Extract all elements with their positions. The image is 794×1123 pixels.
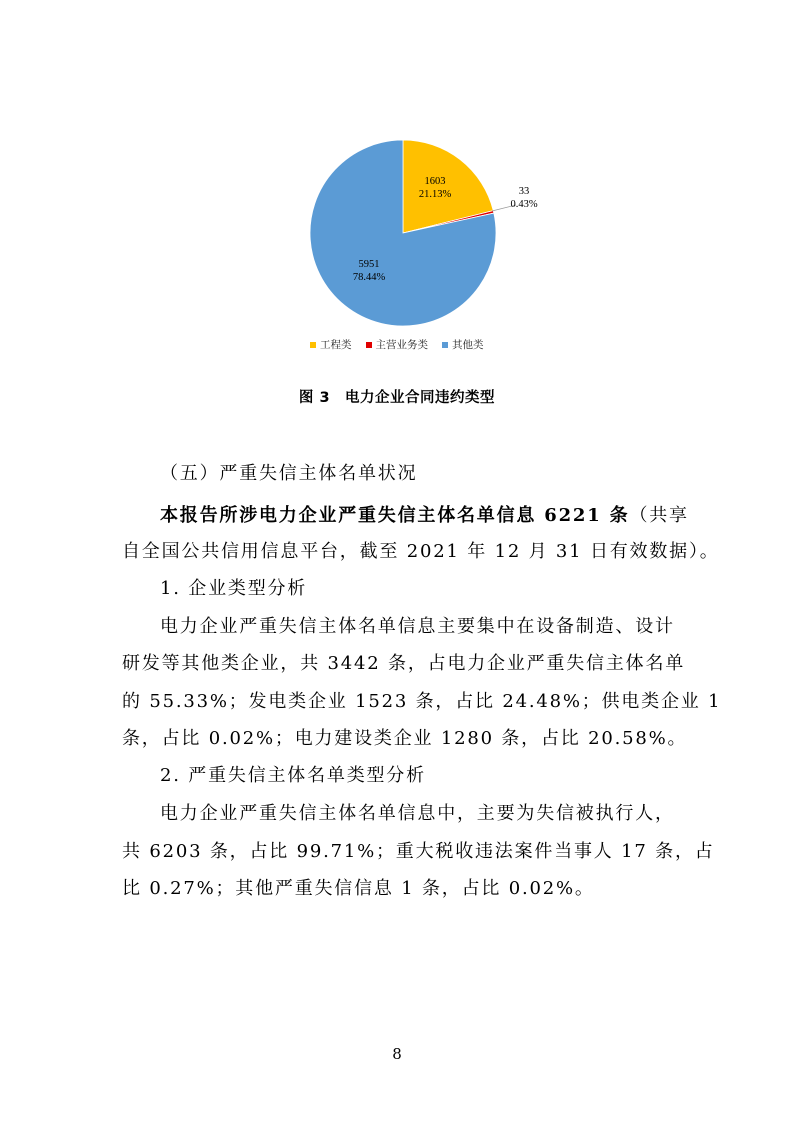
legend-label-main-business: 主营业务类 [375, 339, 428, 351]
paragraph2-line3: 的 55.33%；发电类企业 1523 条，占比 24.48%；供电类企业 1 [122, 691, 722, 712]
figure-caption: 图 3 电力企业合同违约类型 [298, 390, 496, 406]
slice-percent-other: 78.44% [352, 272, 386, 283]
slice-value-main-business: 33 [518, 186, 530, 197]
paragraph1-line1-rest: （共享 [629, 505, 689, 526]
slice-value-engineering: 1603 [424, 176, 446, 187]
legend-swatch-engineering [310, 342, 316, 348]
chart-legend [310, 337, 484, 352]
slice-percent-engineering: 21.13% [418, 189, 452, 200]
legend-item-other [442, 337, 484, 352]
subheading-list-type: 2. 严重失信主体名单类型分析 [160, 765, 426, 786]
legend-item-engineering [310, 337, 352, 352]
pie-chart-svg [230, 125, 570, 365]
paragraph1-line1 [160, 503, 689, 529]
slice-label-engineering [410, 175, 460, 201]
legend-label-engineering: 工程类 [320, 339, 352, 351]
pie-chart [230, 125, 570, 365]
paragraph1-line2: 自全国公共信用信息平台，截至 2021 年 12 月 31 日有效数据）。 [122, 541, 720, 562]
paragraph2-line4: 条，占比 0.02%；电力建设类企业 1280 条，占比 20.58%。 [122, 728, 688, 749]
section-heading: （五）严重失信主体名单状况 [160, 463, 418, 484]
page-number: 8 [392, 1045, 402, 1063]
paragraph3-line1: 电力企业严重失信主体名单信息中，主要为失信被执行人， [160, 803, 675, 824]
slice-percent-main-business: 0.43% [510, 199, 538, 210]
legend-swatch-other [442, 342, 448, 348]
paragraph3-line2: 共 6203 条，占比 99.71%；重大税收违法案件当事人 17 条，占 [122, 841, 715, 862]
slice-label-main-business [502, 185, 546, 211]
paragraph3-line3: 比 0.27%；其他严重失信信息 1 条，占比 0.02%。 [122, 878, 595, 899]
paragraph2-line2: 研发等其他类企业，共 3442 条，占电力企业严重失信主体名单 [122, 653, 686, 674]
slice-value-other: 5951 [358, 259, 380, 270]
legend-item-main-business [366, 337, 429, 352]
slice-label-other [344, 258, 394, 284]
legend-swatch-main-business [366, 342, 372, 348]
paragraph2-line1: 电力企业严重失信主体名单信息主要集中在设备制造、设计 [160, 616, 675, 637]
paragraph1-bold-text: 本报告所涉电力企业严重失信主体名单信息 6221 条 [160, 505, 630, 526]
subheading-enterprise-type: 1. 企业类型分析 [160, 578, 308, 599]
legend-label-other: 其他类 [452, 339, 484, 351]
